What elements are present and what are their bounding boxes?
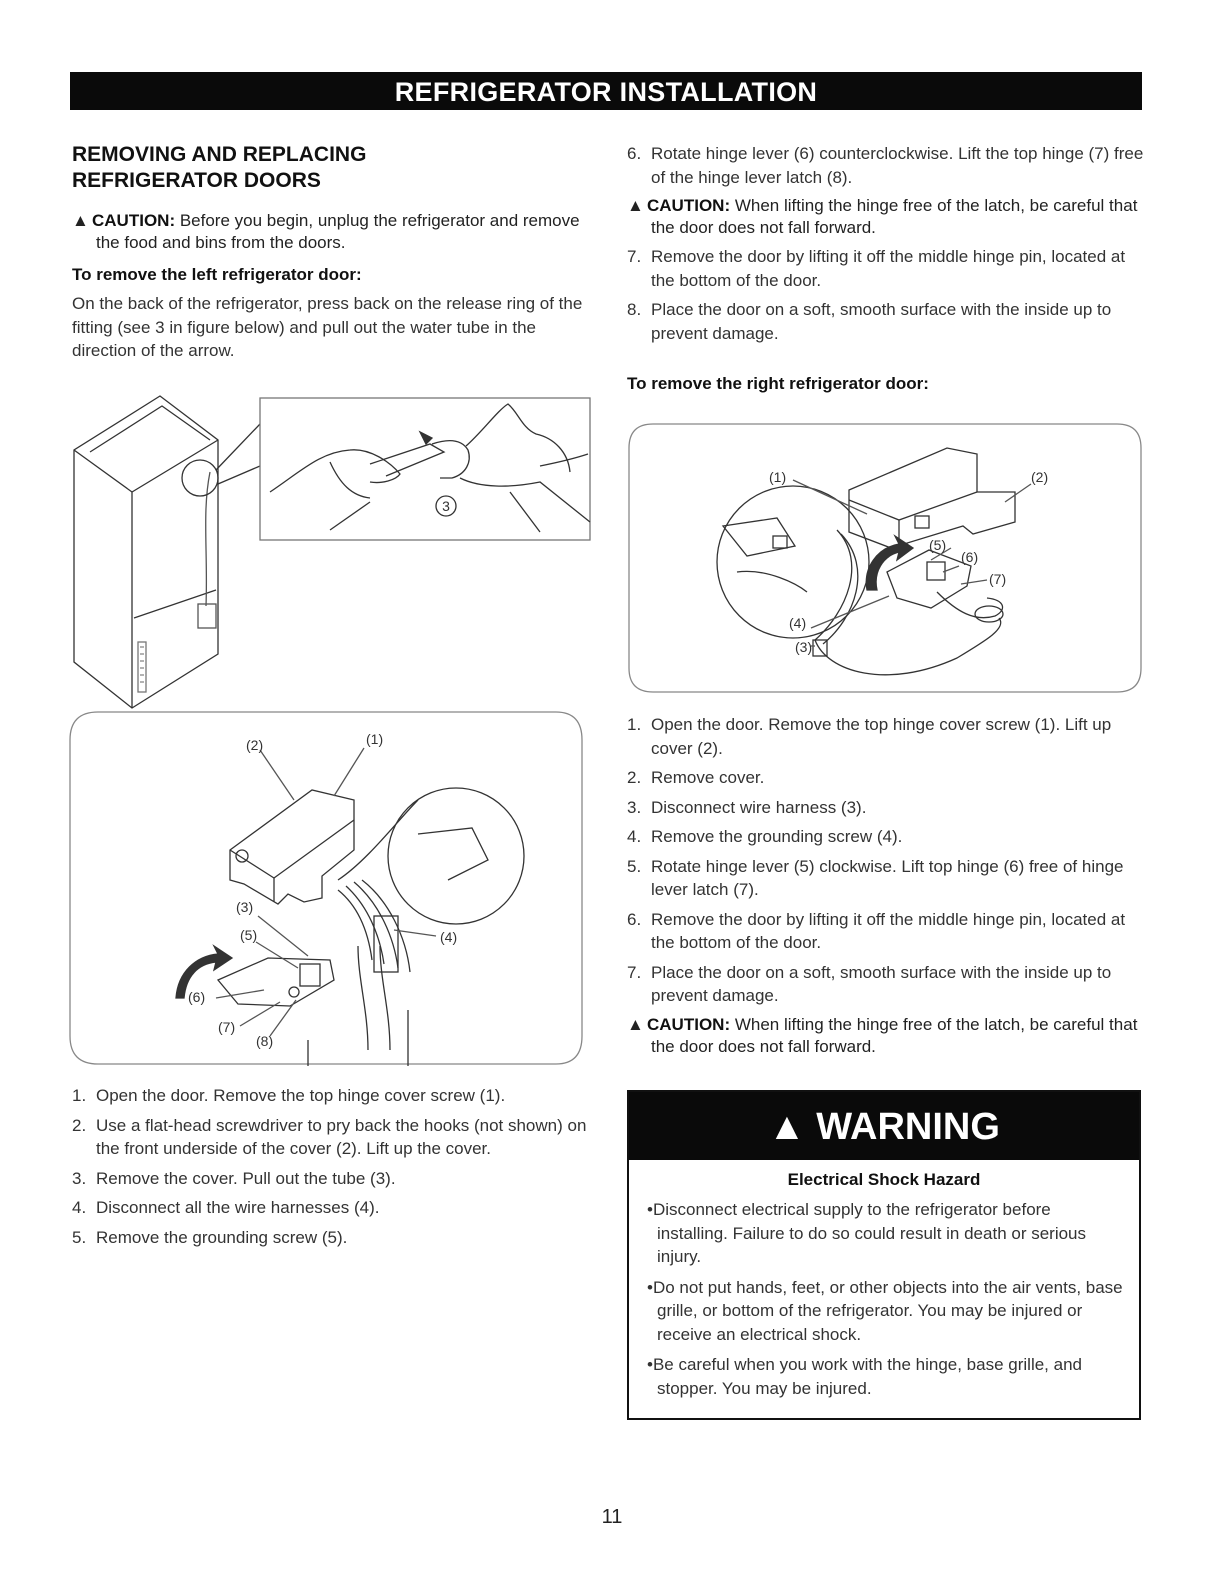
left-door-subhead: To remove the left refrigerator door: <box>72 265 362 284</box>
right-step: 7. Remove the door by lifting it off the middle hinge pin, located at the bottom of the door. <box>627 247 1126 290</box>
right-step: 2. Remove cover. <box>627 768 765 787</box>
right-step: 7. Place the door on a soft, smooth surface with the inside up to prevent damage. <box>627 962 1112 1005</box>
fig2-label-1: (1) <box>366 731 384 747</box>
page-number: 11 <box>601 1506 623 1528</box>
right-step: 3. Disconnect wire harness (3). <box>627 797 867 817</box>
warning-box <box>627 1090 1141 1420</box>
right-steps-b <box>627 245 1147 345</box>
left-steps-block <box>72 1084 592 1255</box>
right-step: 8. Place the door on a soft, smooth surface with the inside up to prevent damage. <box>627 300 1112 343</box>
right-column <box>627 142 1147 401</box>
fig3-label-6: (6) <box>961 549 979 565</box>
fig3-label-4: (4) <box>789 615 807 631</box>
left-step: 1. Open the door. Remove the top hinge cover screw (1). <box>72 1086 506 1105</box>
fig3-label-7: (7) <box>989 571 1007 587</box>
right-step: 6. Remove the door by lifting it off the middle hinge pin, located at the bottom of the door. <box>627 909 1126 952</box>
warning-bullet: •Do not put hands, feet, or other objects into the air vents, base grille, or bottom of the refrigerator. You may be injured or receive an electrical shock. <box>647 1277 1123 1344</box>
right-door-steps <box>627 713 1147 1008</box>
caution-note-right-2: ▲ CAUTION: When lifting the hinge free of the latch, be careful that the door does not fall forward. <box>627 1014 1138 1056</box>
warning-title: WARNING <box>816 1106 1000 1148</box>
section-heading <box>72 142 592 194</box>
warning-bullet: •Disconnect electrical supply to the refrigerator before installing. Failure to do so could result in death or serious injury. <box>647 1200 1087 1266</box>
fig3-label-1: (1) <box>769 469 787 485</box>
right-step: 5. Rotate hinge lever (5) clockwise. Lift top hinge (6) free of hinge lever latch (7). <box>627 856 1124 899</box>
fig2-label-7: (7) <box>218 1019 236 1035</box>
fig3-label-2: (2) <box>1031 469 1049 485</box>
water-tube-figure <box>70 392 594 710</box>
fig2-label-4: (4) <box>440 929 458 945</box>
section-heading-line1: REMOVING AND REPLACING <box>72 143 367 166</box>
right-steps-block <box>627 713 1147 1068</box>
left-step: 2. Use a flat-head screwdriver to pry back the hooks (not shown) on the front underside of the cover (2). Lift up the cover. <box>72 1115 587 1158</box>
fig3-label-3: (3) <box>795 639 813 655</box>
caution-note-right-1: ▲ CAUTION: When lifting the hinge free of the latch, be careful that the door does not fall forward. <box>627 196 1138 237</box>
fig1-callout: 3 <box>442 498 450 514</box>
section-heading-line2: REFRIGERATOR DOORS <box>72 169 321 192</box>
page-banner: REFRIGERATOR INSTALLATION <box>70 72 1142 110</box>
warning-triangle-icon: ▲ <box>72 211 89 230</box>
warning-bullets <box>629 1198 1139 1400</box>
left-door-steps <box>72 1084 592 1249</box>
fig2-label-3: (3) <box>236 899 254 915</box>
warning-triangle-icon: ▲ <box>627 196 644 215</box>
warning-triangle-icon: ▲ <box>768 1106 817 1148</box>
fig2-label-2: (2) <box>246 737 264 753</box>
fig2-label-5: (5) <box>240 927 258 943</box>
right-step: 4. Remove the grounding screw (4). <box>627 827 903 846</box>
warning-bullet: •Be careful when you work with the hinge, base grille, and stopper. You may be injured. <box>647 1355 1082 1398</box>
left-step: 3. Remove the cover. Pull out the tube (3). <box>72 1168 396 1188</box>
fig2-label-8: (8) <box>256 1033 274 1049</box>
warning-triangle-icon: ▲ <box>627 1014 644 1034</box>
left-step: 5. Remove the grounding screw (5). <box>72 1227 348 1247</box>
right-step: 6. Rotate hinge lever (6) counterclockwise. Lift the top hinge (7) free of the hinge lever latch (8). <box>627 144 1144 187</box>
right-door-subhead: To remove the right refrigerator door: <box>627 374 929 393</box>
right-step: 1. Open the door. Remove the top hinge cover screw (1). Lift up cover (2). <box>627 715 1112 758</box>
caution-note <box>72 210 592 254</box>
left-door-intro: On the back of the refrigerator, press back on the release ring of the fitting (see 3 in figure below) and pull out the water tube in the direction of the arrow. <box>72 294 583 360</box>
warning-subtitle: Electrical Shock Hazard <box>787 1170 981 1189</box>
fig2-label-6: (6) <box>188 989 206 1005</box>
caution-text: Before you begin, unplug the refrigerator and remove the food and bins from the doors. <box>96 211 580 252</box>
right-steps-a <box>627 142 1147 189</box>
left-hinge-figure <box>68 710 584 1066</box>
left-step: 4. Disconnect all the wire harnesses (4). <box>72 1198 380 1217</box>
caution-label: CAUTION: <box>92 211 176 230</box>
warning-title-bar <box>629 1092 1139 1160</box>
right-hinge-figure <box>627 422 1143 694</box>
fig3-label-5: (5) <box>929 537 947 553</box>
left-column <box>72 142 592 363</box>
